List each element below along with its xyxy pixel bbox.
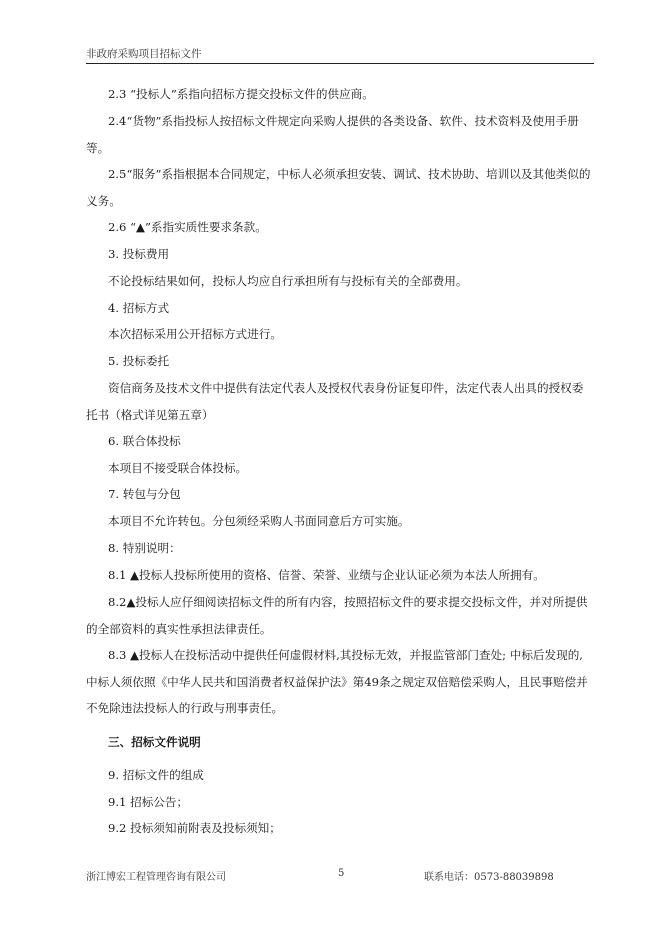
paragraph-2-5: 2.5“服务”系指根据本合同规定，中标人必须承担安装、调试、技术协助、培训以及其他类似的义务。 — [86, 167, 591, 208]
page-number: 5 — [338, 868, 345, 879]
heading-6: 6. 联合体投标 — [108, 434, 181, 448]
heading-3: 3. 投标费用 — [108, 247, 170, 261]
heading-8: 8. 特别说明： — [108, 541, 181, 555]
paragraph-6-body: 本项目不接受联合体投标。 — [108, 461, 248, 475]
section-title-3: 三、招标文件说明 — [108, 735, 201, 749]
item-9-2: 9.2 投标须知前附表及投标须知； — [108, 821, 281, 835]
paragraph-3-body: 不论投标结果如何，投标人均应自行承担所有与投标有关的全部费用。 — [108, 274, 468, 288]
paragraph-2-4: 2.4“货物”系指投标人按招标文件规定向采购人提供的各类设备、软件、技术资料及使用手册等。 — [86, 114, 579, 155]
paragraph-8-3: 8.3 ▲投标人在投标活动中提供任何虚假材料,其投标无效，并报监管部门查处; 中标后发现的,中标人须依照《中华人民共和国消费者权益保护法》第49条之规定双倍赔偿采购人，且民事赔偿并不免除违法投标人的行政与刑事责任。 — [86, 648, 588, 715]
paragraph-8-2: 8.2▲投标人应仔细阅读招标文件的所有内容，按照招标文件的要求提交投标文件，并对所提供的全部资料的真实性承担法律责任。 — [86, 595, 588, 636]
heading-9: 9. 招标文件的组成 — [108, 768, 204, 782]
item-9-1: 9.1 招标公告； — [108, 795, 189, 809]
heading-5: 5. 投标委托 — [108, 354, 170, 368]
paragraph-2-3: 2.3 “投标人”系指向招标方提交投标文件的供应商。 — [108, 87, 374, 101]
heading-7: 7. 转包与分包 — [108, 487, 181, 501]
footer-phone: 联系电话：0573-88039898 — [424, 872, 554, 883]
paragraph-2-6: 2.6 “▲”系指实质性要求条款。 — [108, 220, 267, 234]
paragraph-5-body: 资信商务及技术文件中提供有法定代表人及授权代表身份证复印件，法定代表人出具的授权委托书（格式详见第五章） — [86, 381, 584, 422]
footer-company: 浙江博宏工程管理咨询有限公司 — [86, 872, 226, 883]
paragraph-8-1: 8.1 ▲投标人投标所使用的资格、信誉、荣誉、业绩与企业认证必须为本法人所拥有。 — [108, 568, 545, 582]
header-divider — [86, 63, 594, 64]
paragraph-7-body: 本项目不允许转包。分包须经采购人书面同意后方可实施。 — [108, 514, 410, 528]
paragraph-4-body: 本次招标采用公开招标方式进行。 — [108, 327, 282, 341]
document-header: 非政府采购项目招标文件 — [86, 48, 202, 60]
heading-4: 4. 招标方式 — [108, 301, 170, 315]
